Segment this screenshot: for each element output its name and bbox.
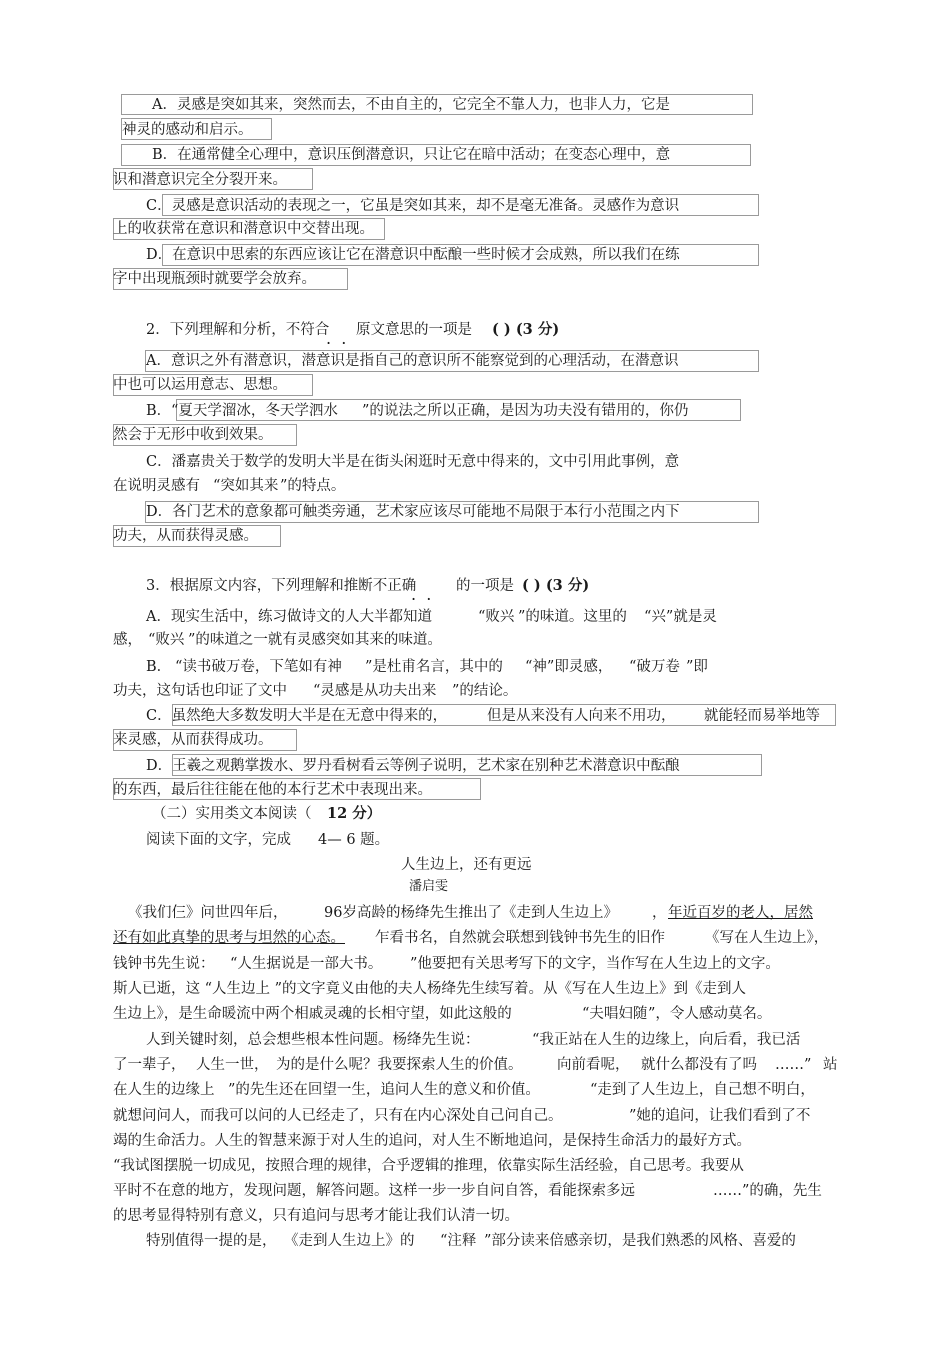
q3-option-a-6: “败兴 <box>148 632 185 648</box>
q3-stem: 3．根据原文内容，下列理解和推断不正确 <box>146 578 417 594</box>
q3-option-c-2: 但是从来没有人向来不用功， <box>487 708 676 724</box>
underlined-text: 还有如此真挚的思考与坦然的心态。 <box>113 930 345 946</box>
emphasis-dots: . . <box>326 329 347 348</box>
passage-text: 钱钟书先生说： <box>113 956 215 972</box>
q3-option-a-7: ”的味道之一就有灵感突如其来的味道。 <box>188 632 442 648</box>
article-author: 潘启雯 <box>409 879 449 894</box>
passage-text: 《我们仨》问世四年后， <box>128 905 288 921</box>
q3-option-d-2: 的东西，最后往往能在他的本行艺术中表现出来。 <box>113 782 432 798</box>
q3-stem-score: ( ) (3 分) <box>522 577 590 594</box>
passage-text: “走到了人生边上，自己想不明白， <box>590 1082 815 1098</box>
passage-text: 站 <box>823 1057 838 1073</box>
q2-stem-rest: 原文意思的一项是 <box>356 322 472 338</box>
q2-option-d-line2: 功夫，从而获得灵感。 <box>113 528 258 544</box>
q2-option-c-line2a: 在说明灵感有 <box>113 478 200 494</box>
q3-option-b-3: ”是杜甫名言，其中的 <box>365 659 503 675</box>
passage-text: ……” <box>775 1057 812 1073</box>
underlined-text: 年近百岁的老人，居然 <box>668 905 813 921</box>
section-heading: （二）实用类文本阅读（ <box>152 806 312 822</box>
section-instruction: 阅读下面的文字，完成 <box>146 832 291 848</box>
passage-text: 特别值得一提的是， <box>146 1233 277 1249</box>
q1-option-c-line1: C．灵感是意识活动的表现之一，它虽是突如其来，却不是毫无准备。灵感作为意识 <box>146 198 680 214</box>
q3-option-a-1: A．现实生活中，练习做诗文的人大半都知道 <box>146 609 432 625</box>
passage-text: “我试图摆脱一切成见，按照合理的规律，合乎逻辑的推理，依靠实际生活经验，自己思考。我要从 <box>113 1158 744 1174</box>
passage-text: “我正站在人生的边缘上，向后看，我已活 <box>532 1032 801 1048</box>
q2-option-b-line2: 然会于无形中收到效果。 <box>113 427 273 443</box>
q2-stem: 2．下列理解和分析，不符合 <box>146 322 330 338</box>
q3-option-b-6: ”即 <box>686 659 708 675</box>
q2-option-c-line2b: “突如其来 <box>213 478 279 494</box>
passage-text: 《走到人生边上》的 <box>284 1233 415 1249</box>
q3-option-c-4: 来灵感，从而获得成功。 <box>113 732 273 748</box>
passage-text: ”部分读来倍感亲切，是我们熟悉的风格、喜爱的 <box>484 1233 796 1249</box>
q1-option-a-line1: A．灵感是突如其来，突然而去，不由自主的，它完全不靠人力，也非人力，它是 <box>152 97 670 113</box>
q3-option-c-1: C．虽然绝大多数发明大半是在无意中得来的， <box>146 708 448 724</box>
q3-option-b-4: “神”即灵感， <box>525 659 613 675</box>
q1-option-c-line2: 上的收获常在意识和潜意识中交替出现。 <box>113 221 374 237</box>
passage-text: “注释 <box>440 1233 477 1249</box>
q3-option-b-5: “破万卷 <box>629 659 680 675</box>
q3-option-a-2: “败兴 <box>478 609 515 625</box>
q3-stem-rest: 的一项是 <box>456 578 514 594</box>
passage-text: 了一辈子， <box>113 1057 186 1073</box>
q2-stem-score: ( ) (3 分) <box>492 321 560 338</box>
passage-text: 斯人已逝，这 “人生边上 ”的文字竟义由他的夫人杨绛先生续写着。从《写在人生边上》到《走到人 <box>113 981 747 997</box>
q3-option-b-1: B． <box>146 659 172 675</box>
passage-text: 竭的生命活力。人生的智慧来源于对人生的追问，对人生不断地追问，是保持生命活力的最好方式。 <box>113 1133 751 1149</box>
section-instruction-range: 4— 6 题。 <box>318 832 390 848</box>
passage-text: 向前看呢， <box>557 1057 630 1073</box>
passage-text: 的思考显得特别有意义，只有追问与思考才能让我们认清一切。 <box>113 1208 519 1224</box>
passage-text: ， <box>652 905 667 921</box>
passage-text: ”的先生还在回望一生，追问人生的意义和价值。 <box>228 1082 540 1098</box>
q2-option-b-label: B． <box>146 403 172 419</box>
q1-option-d-line2: 字中出现瓶颈时就要学会放弃。 <box>113 271 316 287</box>
passage-text: 96岁高龄的杨绛先生推出了《走到人生边上》 <box>324 905 618 921</box>
passage-text: 平时不在意的地方，发现问题，解答问题。这样一步一步自问自答，看能探索多远 <box>113 1183 635 1199</box>
passage-text: 就想问问人，而我可以问的人已经走了，只有在内心深处自己问自己。 <box>113 1108 563 1124</box>
article-title: 人生边上，还有更远 <box>401 857 532 873</box>
q2-option-b-rest: ”的说法之所以正确，是因为功夫没有错用的，你仍 <box>362 403 689 419</box>
q3-option-d-1: D．王羲之观鹅掌拨水、罗丹看树看云等例子说明，艺术家在别种艺术潜意识中酝酿 <box>146 758 680 774</box>
q2-option-b-quote: “夏天学溜冰，冬天学泗水 <box>171 403 338 419</box>
q2-option-c-line1: C．潘嘉贵关于数学的发明大半是在街头闲逛时无意中得来的，文中引用此事例，意 <box>146 454 680 470</box>
q2-option-c-line2c: ”的特点。 <box>280 478 346 494</box>
passage-text: 人到关键时刻，总会想些根本性问题。杨绛先生说： <box>146 1032 480 1048</box>
passage-text: ”他要把有关思考写下的文字，当作写在人生边上的文字。 <box>410 956 780 972</box>
q3-option-b-2: “读书破万卷，下笔如有神 <box>175 659 342 675</box>
q3-option-a-5: 感， <box>113 632 142 648</box>
passage-text: ……”的确，先生 <box>713 1183 822 1199</box>
passage-text: 生边上》，是生命暖流中两个相戚灵魂的长相守望，如此这般的 <box>113 1006 512 1022</box>
q1-option-b-line1: B．在通常健全心理中，意识压倒潜意识，只让它在暗中活动；在变态心理中，意 <box>152 147 671 163</box>
q3-option-a-4: “兴”就是灵 <box>644 609 717 625</box>
q3-option-a-3: ”的味道。这里的 <box>518 609 627 625</box>
passage-text: ”她的追问，让我们看到了不 <box>629 1108 811 1124</box>
passage-text: “人生据说是一部大书。 <box>230 956 383 972</box>
passage-text: “夫唱妇随 <box>582 1006 648 1022</box>
passage-text: 为的是什么呢？我要探索人生的价值。 <box>276 1057 523 1073</box>
passage-text: 乍看书名，自然就会联想到钱钟书先生的旧作 <box>375 930 665 946</box>
passage-text: ”，令人感动莫名。 <box>648 1006 772 1022</box>
passage-text: 就什么都没有了吗 <box>641 1057 757 1073</box>
q1-option-b-line2: 识和潜意识完全分裂开来。 <box>113 172 287 188</box>
section-heading-score: 12 分） <box>327 805 382 822</box>
passage-text: 在人生的边缘上 <box>113 1082 215 1098</box>
q3-option-b-9: ”的结论。 <box>452 683 518 699</box>
q2-option-a-line1: A．意识之外有潜意识，潜意识是指自己的意识所不能察觉到的心理活动，在潜意识 <box>146 353 679 369</box>
q2-option-a-line2: 中也可以运用意志、思想。 <box>113 377 287 393</box>
q2-option-d-line1: D．各门艺术的意象都可触类旁通，艺术家应该尽可能地不局限于本行小范围之内下 <box>146 504 680 520</box>
q1-option-d-line1: D．在意识中思索的东西应该让它在潜意识中酝酿一些时候才会成熟，所以我们在练 <box>146 247 680 263</box>
q3-option-b-7: 功夫，这句话也印证了文中 <box>113 683 287 699</box>
q3-option-b-8: “灵感是从功夫出来 <box>313 683 437 699</box>
passage-text: 《写在人生边上》， <box>705 930 829 946</box>
q1-option-a-line2: 神灵的感动和启示。 <box>122 122 253 138</box>
emphasis-dots: . . <box>411 585 432 604</box>
q3-option-c-3: 就能轻而易举地等 <box>704 708 820 724</box>
passage-text: 人生一世， <box>196 1057 269 1073</box>
